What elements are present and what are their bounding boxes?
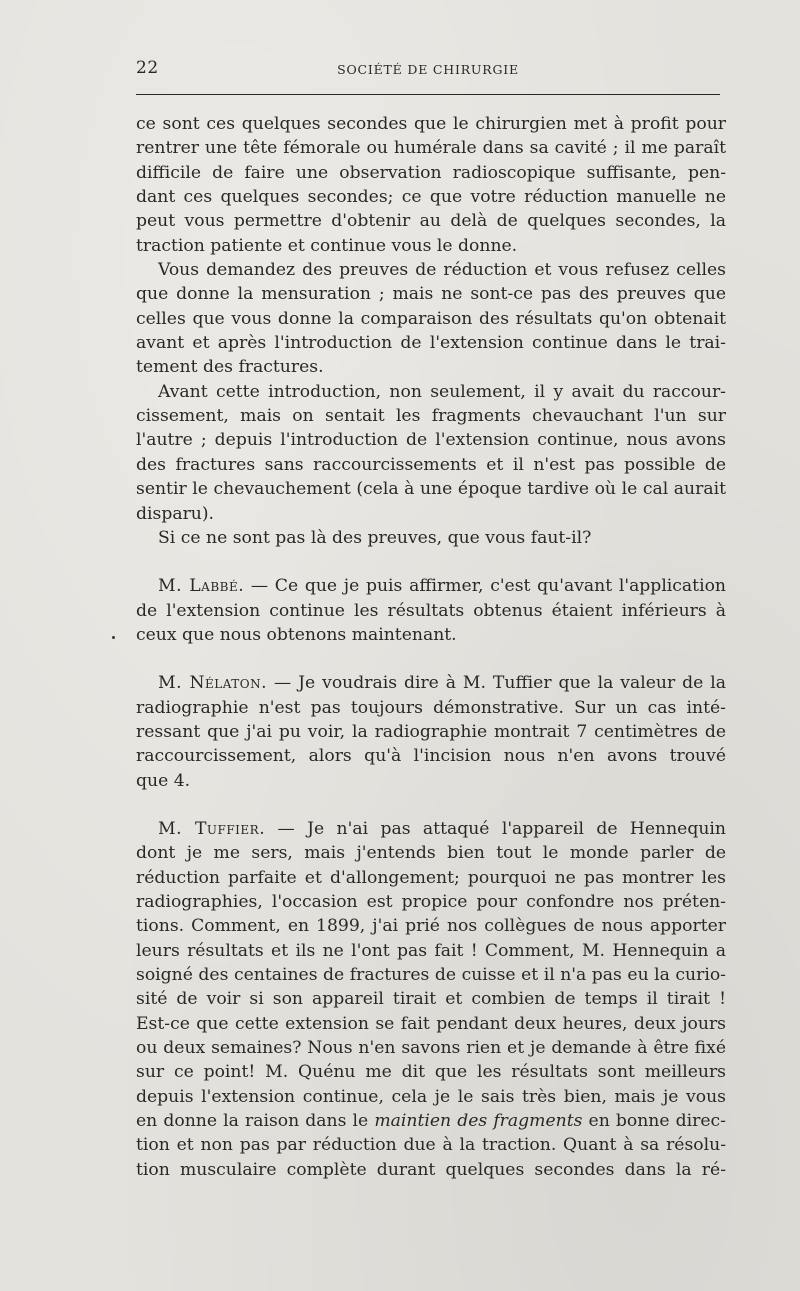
speaker-name: M. Nélaton. (158, 673, 268, 694)
text-line: soigné des centaines de fractures de cuisse et il n'a pas eu la curio- (136, 965, 726, 985)
italic-text-line (136, 1109, 726, 1133)
speaker-name: M. Labbé. (158, 576, 245, 597)
text-line: disparu). (136, 503, 215, 524)
speech-text: — Je n'ai pas attaqué l'appareil de Hennequin (265, 818, 726, 839)
text-segment: en donne la raison dans le (136, 1111, 375, 1132)
text-line: tement des fractures. (136, 357, 324, 378)
body-text (136, 112, 726, 1182)
text-line: celles que vous donne la comparaison des résultats qu'on obtenait (136, 308, 726, 329)
text-line: avant et après l'introduction de l'extension continue dans le trai- (136, 333, 726, 354)
text-line: dant ces quelques secondes; ce que votre réduction manuelle ne (136, 187, 726, 208)
text-line: l'autre ; depuis l'introduction de l'extension continue, nous avons (136, 430, 726, 451)
text-line: tion et non pas par réduction due à la traction. Quant à sa résolu- (136, 1135, 726, 1156)
paragraph-gap (136, 793, 726, 817)
text-line: traction patiente et continue vous le donne. (136, 235, 518, 256)
text-line: Avant cette introduction, non seulement, il y avait du raccour- (158, 381, 726, 402)
page-number: 22 (136, 58, 159, 78)
speaker-line (136, 574, 726, 598)
text-line: difficile de faire une observation radioscopique suffisante, pen- (136, 162, 726, 183)
text-segment: en bonne direc- (582, 1111, 726, 1132)
text-line: sentir le chevauchement (cela à une époque tardive où le cal aurait (136, 479, 726, 500)
text-line: ceux que nous obtenons maintenant. (136, 624, 457, 645)
text-line: des fractures sans raccourcissements et il n'est pas possible de (136, 454, 726, 475)
text-line: Est-ce que cette extension se fait pendant deux heures, deux jours (136, 1013, 726, 1034)
ink-speck (112, 636, 115, 639)
text-line: radiographie n'est pas toujours démonstrative. Sur un cas inté- (136, 697, 726, 718)
text-line: Si ce ne sont pas là des preuves, que vous faut-il? (158, 527, 592, 548)
speech-text: — Je voudrais dire à M. Tuffier que la valeur de la (267, 673, 726, 694)
text-line: leurs résultats et ils ne l'ont pas fait ! Comment, M. Hennequin a (136, 940, 726, 961)
text-line: radiographies, l'occasion est propice pour confondre nos préten- (136, 891, 726, 912)
text-line: cissement, mais on sentait les fragments chevauchant l'un sur (136, 406, 726, 427)
page-header (136, 58, 720, 82)
text-line: dont je me sers, mais j'entends bien tout le monde parler de (136, 843, 726, 864)
text-line: peut vous permettre d'obtenir au delà de quelques secondes, la (136, 211, 726, 232)
text-line: ce sont ces quelques secondes que le chirurgien met à profit pour (136, 114, 726, 134)
text-line: rentrer une tête fémorale ou humérale dans sa cavité ; il me paraît (136, 138, 726, 159)
italic-phrase: maintien des fragments (374, 1111, 583, 1132)
running-title: SOCIÉTÉ DE CHIRURGIE (337, 62, 519, 77)
text-line: réduction parfaite et d'allongement; pourquoi ne pas montrer les (136, 867, 726, 888)
text-line: sité de voir si son appareil tirait et combien de temps il tirait ! (136, 989, 726, 1010)
paragraph-gap (136, 550, 726, 574)
speaker-name: M. Tuffier. (158, 818, 266, 839)
text-line: depuis l'extension continue, cela je le sais très bien, mais je vous (136, 1086, 726, 1107)
text-line: sur ce point! M. Quénu me dit que les résultats sont meilleurs (136, 1062, 726, 1083)
text-line: tion musculaire complète durant quelques secondes dans la ré- (136, 1159, 726, 1180)
speaker-line (136, 671, 726, 695)
text-line: que donne la mensuration ; mais ne sont-ce pas des preuves que (136, 284, 726, 305)
text-line: raccourcissement, alors qu'à l'incision nous n'en avons trouvé (136, 746, 726, 767)
text-line: de l'extension continue les résultats obtenus étaient inférieurs à (136, 600, 726, 621)
speaker-line (136, 817, 726, 841)
paragraph-gap (136, 647, 726, 671)
text-line: que 4. (136, 770, 191, 791)
speech-text: — Ce que je puis affirmer, c'est qu'avant l'application (244, 576, 727, 597)
header-rule (136, 94, 720, 95)
text-line: tions. Comment, en 1899, j'ai prié nos collègues de nous apporter (136, 916, 726, 937)
text-line: ou deux semaines? Nous n'en savons rien et je demande à être fixé (136, 1038, 726, 1059)
text-line: ressant que j'ai pu voir, la radiographie montrait 7 centimètres de (136, 721, 726, 742)
text-line: Vous demandez des preuves de réduction et vous refusez celles (158, 260, 726, 281)
